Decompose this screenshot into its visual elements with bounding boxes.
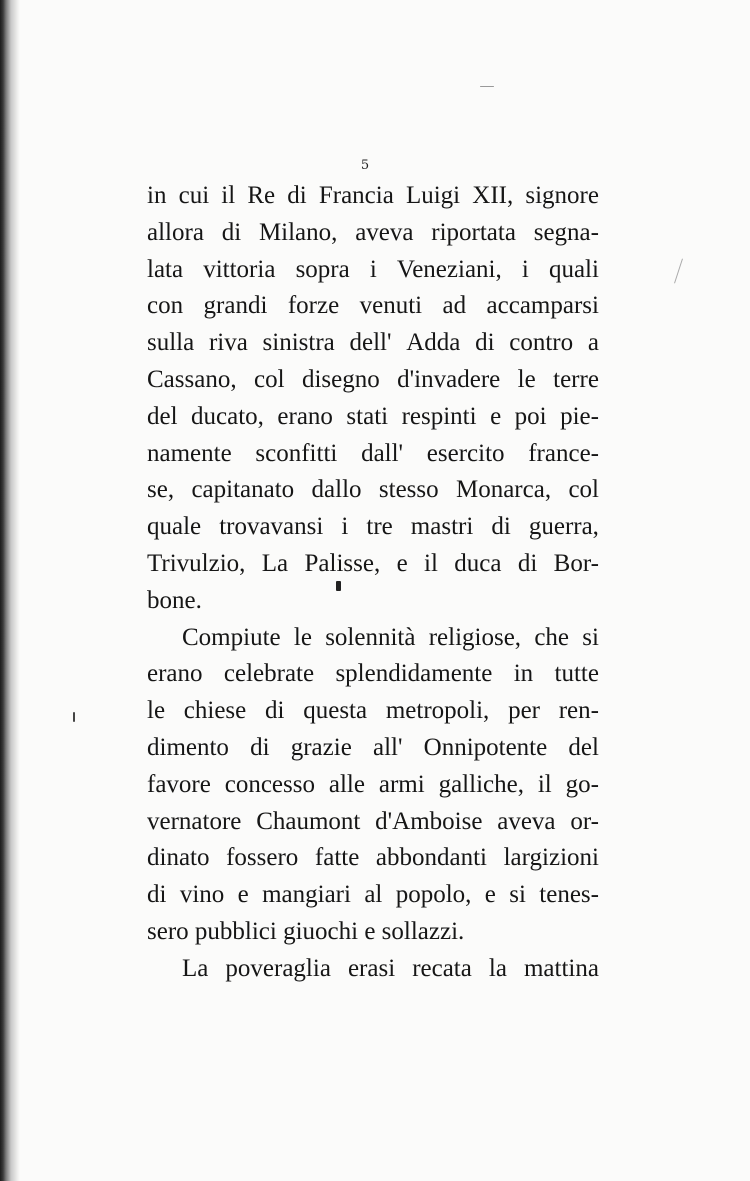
word: Veneziani, xyxy=(396,255,502,283)
word: chiese xyxy=(183,697,247,725)
word: La xyxy=(182,954,209,982)
word: erano xyxy=(277,402,333,430)
body-text xyxy=(147,178,599,988)
word: di xyxy=(517,549,538,577)
word: dimento xyxy=(147,733,229,761)
word: segna- xyxy=(533,218,599,246)
word: quali xyxy=(548,255,599,283)
word: grandi xyxy=(203,292,268,320)
word: fossero xyxy=(226,844,299,872)
word: vittoria xyxy=(203,255,276,283)
text-line xyxy=(147,325,599,362)
word: terre xyxy=(553,365,599,393)
word: solennità xyxy=(325,623,416,651)
word: di xyxy=(147,881,167,909)
word: vino xyxy=(179,881,225,909)
word: quale xyxy=(147,513,202,541)
word: sconfitti xyxy=(255,439,338,467)
word: metropoli, xyxy=(385,697,490,725)
word: fatte xyxy=(314,844,360,872)
word: di xyxy=(491,513,511,541)
word: erano xyxy=(147,660,203,688)
text-line xyxy=(147,509,599,546)
word: se, xyxy=(147,476,175,504)
word: capitanato xyxy=(191,476,295,504)
word: dall' xyxy=(361,439,404,467)
text-line xyxy=(147,436,599,473)
word: forze xyxy=(287,292,340,320)
word: alle xyxy=(328,770,365,798)
word: il xyxy=(537,770,552,798)
word: Francia xyxy=(318,182,394,209)
word: poi xyxy=(514,402,547,430)
word: i xyxy=(341,513,349,541)
word: france- xyxy=(528,439,599,467)
word: aveva xyxy=(355,218,414,246)
word: col xyxy=(254,365,285,393)
word: per xyxy=(508,697,540,725)
word: splendidamente xyxy=(335,660,493,688)
word: a xyxy=(587,329,599,357)
word: si xyxy=(509,881,526,909)
page-number: 5 xyxy=(360,158,370,173)
word: accamparsi xyxy=(486,292,599,320)
word: e xyxy=(484,881,496,909)
text-line xyxy=(147,472,599,509)
word: i xyxy=(521,255,529,283)
text-line xyxy=(147,288,599,325)
word: le xyxy=(147,697,166,725)
word: Compiute xyxy=(182,623,281,651)
text-line xyxy=(147,620,599,657)
word: favore xyxy=(147,770,211,798)
word: duca xyxy=(454,549,502,577)
word: vernatore xyxy=(147,807,242,835)
scan-speck xyxy=(674,258,683,283)
word: al xyxy=(364,881,383,909)
word: largizioni xyxy=(503,844,599,872)
word: signore xyxy=(525,182,599,209)
text-line xyxy=(147,178,599,215)
word: erasi xyxy=(347,954,396,982)
word: lata xyxy=(147,255,184,283)
word: popolo, xyxy=(395,881,472,909)
word: religiose, xyxy=(428,623,522,651)
word: go- xyxy=(565,770,599,798)
word: che xyxy=(534,623,570,651)
word: abbondanti xyxy=(375,844,488,872)
word: dell' xyxy=(349,329,392,357)
word: dinato xyxy=(147,844,210,872)
word: sopra xyxy=(295,255,350,283)
text-line xyxy=(147,693,599,730)
word: ducato, xyxy=(191,402,264,430)
word: XII, xyxy=(472,182,514,209)
word: recata xyxy=(412,954,472,982)
text-line xyxy=(147,252,599,289)
word: Bor- xyxy=(553,549,599,577)
text-line xyxy=(147,951,599,988)
word: stesso xyxy=(378,476,439,504)
word: Cassano, xyxy=(147,365,237,393)
word: all' xyxy=(372,733,403,761)
text-line xyxy=(147,399,599,436)
word: in xyxy=(513,660,534,688)
word: celebrate xyxy=(223,660,315,688)
word: di xyxy=(221,218,242,246)
word: di xyxy=(250,733,270,761)
word: trovavansi xyxy=(219,513,324,541)
word: questa xyxy=(303,697,368,725)
word: del xyxy=(568,733,599,761)
word: venuti xyxy=(359,292,423,320)
word: e xyxy=(396,549,408,577)
word: Re xyxy=(247,182,276,209)
word: sulla xyxy=(147,329,195,357)
word: armi xyxy=(378,770,425,798)
word: or- xyxy=(570,807,599,835)
word: esercito xyxy=(426,439,505,467)
word: di xyxy=(287,182,307,209)
word: La xyxy=(261,549,289,577)
word: riportata xyxy=(431,218,516,246)
word: Milano, xyxy=(258,218,338,246)
scan-speck xyxy=(73,712,75,722)
word: disegno xyxy=(301,365,380,393)
word: Trivulzio, xyxy=(147,549,246,577)
word: d'invadere xyxy=(397,365,501,393)
word: Luigi xyxy=(405,182,461,209)
word: aveva xyxy=(497,807,556,835)
word: la xyxy=(488,954,507,982)
text-line xyxy=(147,546,599,583)
text-line xyxy=(147,840,599,877)
word: contro xyxy=(509,329,574,357)
word: col xyxy=(568,476,599,504)
word: sinistra xyxy=(262,329,335,357)
word: d'Amboise xyxy=(375,807,483,835)
word: poveraglia xyxy=(225,954,331,982)
word: il xyxy=(221,182,236,209)
word: mattina xyxy=(523,954,599,982)
word: e xyxy=(490,402,502,430)
word: dallo xyxy=(311,476,362,504)
word: respinti xyxy=(401,402,477,430)
word: Monarca, xyxy=(455,476,552,504)
word: tutte xyxy=(554,660,599,688)
word: ad xyxy=(442,292,467,320)
word: con xyxy=(147,292,184,320)
word: cui xyxy=(178,182,210,209)
word: galliche, xyxy=(438,770,524,798)
text-line xyxy=(147,656,599,693)
word: si xyxy=(582,623,599,651)
word: stati xyxy=(346,402,389,430)
text-line xyxy=(147,362,599,399)
word: mastri xyxy=(410,513,474,541)
text-line xyxy=(147,804,599,841)
binding-edge xyxy=(0,0,20,1181)
scan-speck xyxy=(480,86,494,87)
word: riva xyxy=(208,329,248,357)
word: allora xyxy=(147,218,204,246)
word: grazie xyxy=(290,733,352,761)
word: mangiari xyxy=(262,881,351,909)
word: pie- xyxy=(560,402,599,430)
word: le xyxy=(293,623,312,651)
word: Palisse, xyxy=(304,549,381,577)
word: i xyxy=(369,255,377,283)
word: le xyxy=(517,365,536,393)
word: Onnipotente xyxy=(423,733,548,761)
word: in xyxy=(147,182,167,209)
word: namente xyxy=(147,439,232,467)
word: Chaumont xyxy=(256,807,361,835)
word: tenes- xyxy=(539,881,599,909)
word: guerra, xyxy=(528,513,599,541)
word: di xyxy=(475,329,495,357)
word: di xyxy=(265,697,285,725)
word: il xyxy=(424,549,438,577)
word: ren- xyxy=(558,697,599,725)
text-line: bone. xyxy=(147,586,202,614)
text-line: sero pubblici giuochi e sollazzi. xyxy=(147,917,465,945)
word: tre xyxy=(366,513,393,541)
text-line xyxy=(147,877,599,914)
word: concesso xyxy=(224,770,315,798)
word: del xyxy=(147,402,178,430)
word: e xyxy=(237,881,249,909)
text-line xyxy=(147,767,599,804)
text-line xyxy=(147,215,599,252)
text-line xyxy=(147,730,599,767)
word: Adda xyxy=(406,329,461,357)
